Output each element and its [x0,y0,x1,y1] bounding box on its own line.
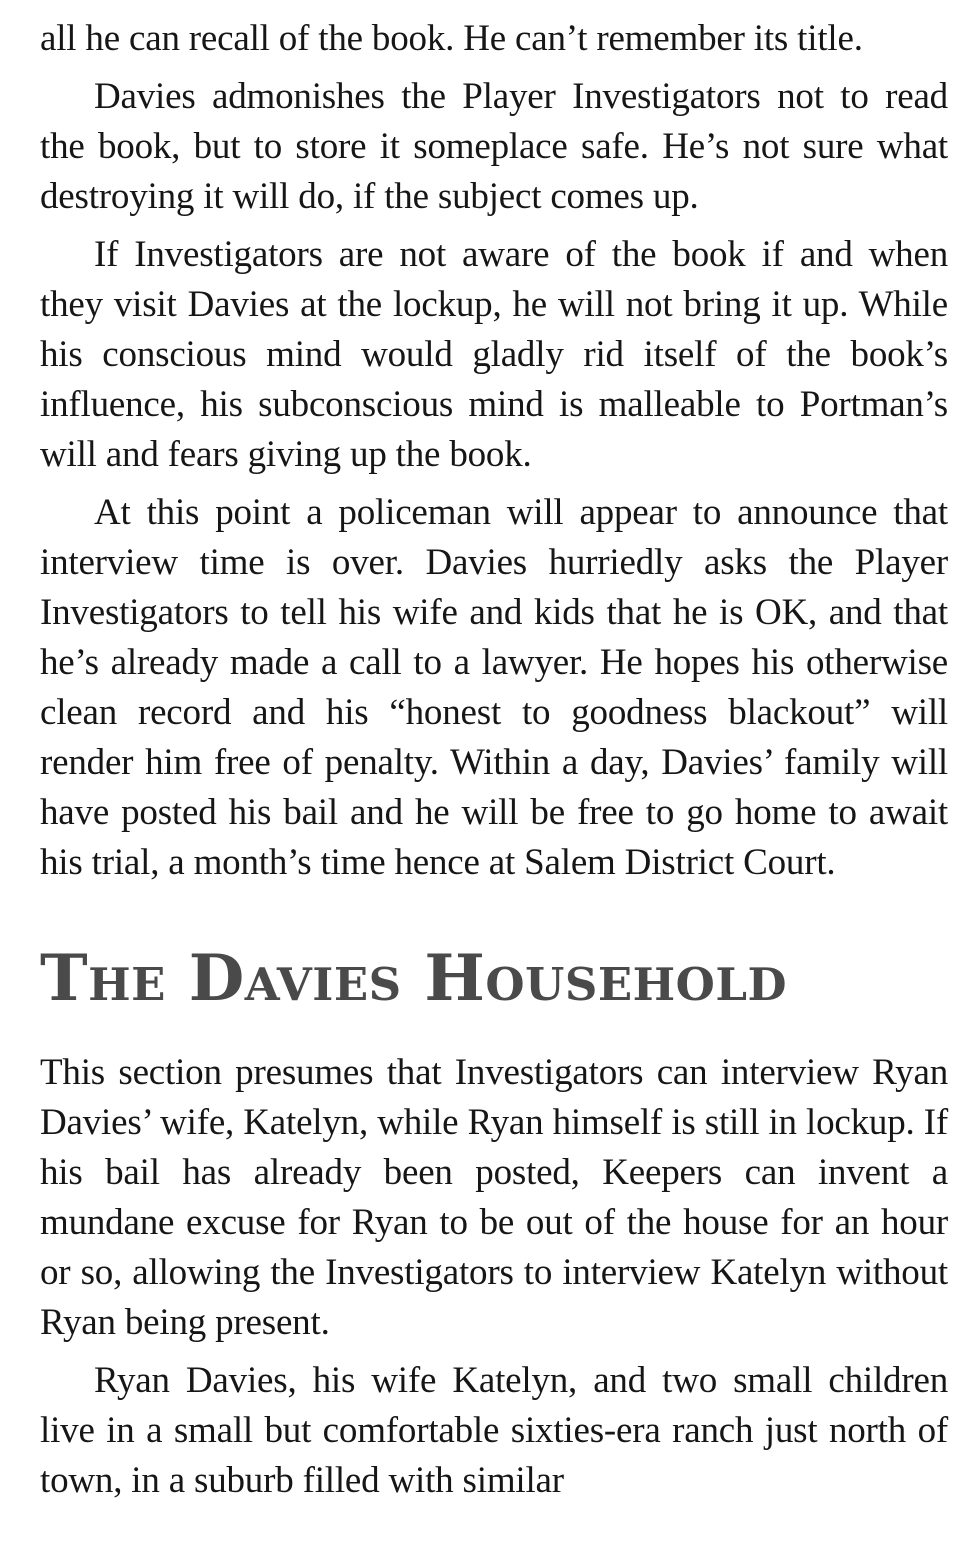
paragraph-davies-admonishes: Davies admonishes the Player Investigators not to read the book, but to store it someplace safe. He’s not sure what destroying it will do, if the subject comes up. [40,76,948,217]
paragraph-policeman: At this point a policeman will appear to announce that interview time is over. Davies hurriedly asks the Player Investigators to tell his wife and kids that he is OK, and that he’s already made a call to a lawyer. He hopes his otherwise clean record and his “honest to goodness blackout” will render him free of penalty. Within a day, Davies’ family will have posted his bail and he will be free to go home to await his trial, a month’s time hence at Salem District Court. [40,492,948,883]
paragraph-ryan-davies-family: Ryan Davies, his wife Katelyn, and two small children live in a small but comfortable sixties-era ranch just north of town, in a suburb filled with similar [40,1360,948,1501]
paragraph-continued: all he can recall of the book. He can’t remember its title. [40,18,863,59]
paragraph-section-intro: This section presumes that Investigators can interview Ryan Davies’ wife, Katelyn, while Ryan himself is still in lockup. If his bail has already been posted, Keepers can invent a mundane excuse for Ryan to be out of the house for an hour or so, allowing the Investigators to interview Katelyn without Ryan being present. [40,1052,948,1343]
paragraph-if-investigators: If Investigators are not aware of the book if and when they visit Davies at the lockup, he will not bring it up. While his conscious mind would gladly rid itself of the book’s influence, his subconscious mind is malleable to Portman’s will and fears giving up the book. [40,234,948,475]
section-heading: The Davies Household [40,941,787,1016]
document-page [40,14,948,1514]
